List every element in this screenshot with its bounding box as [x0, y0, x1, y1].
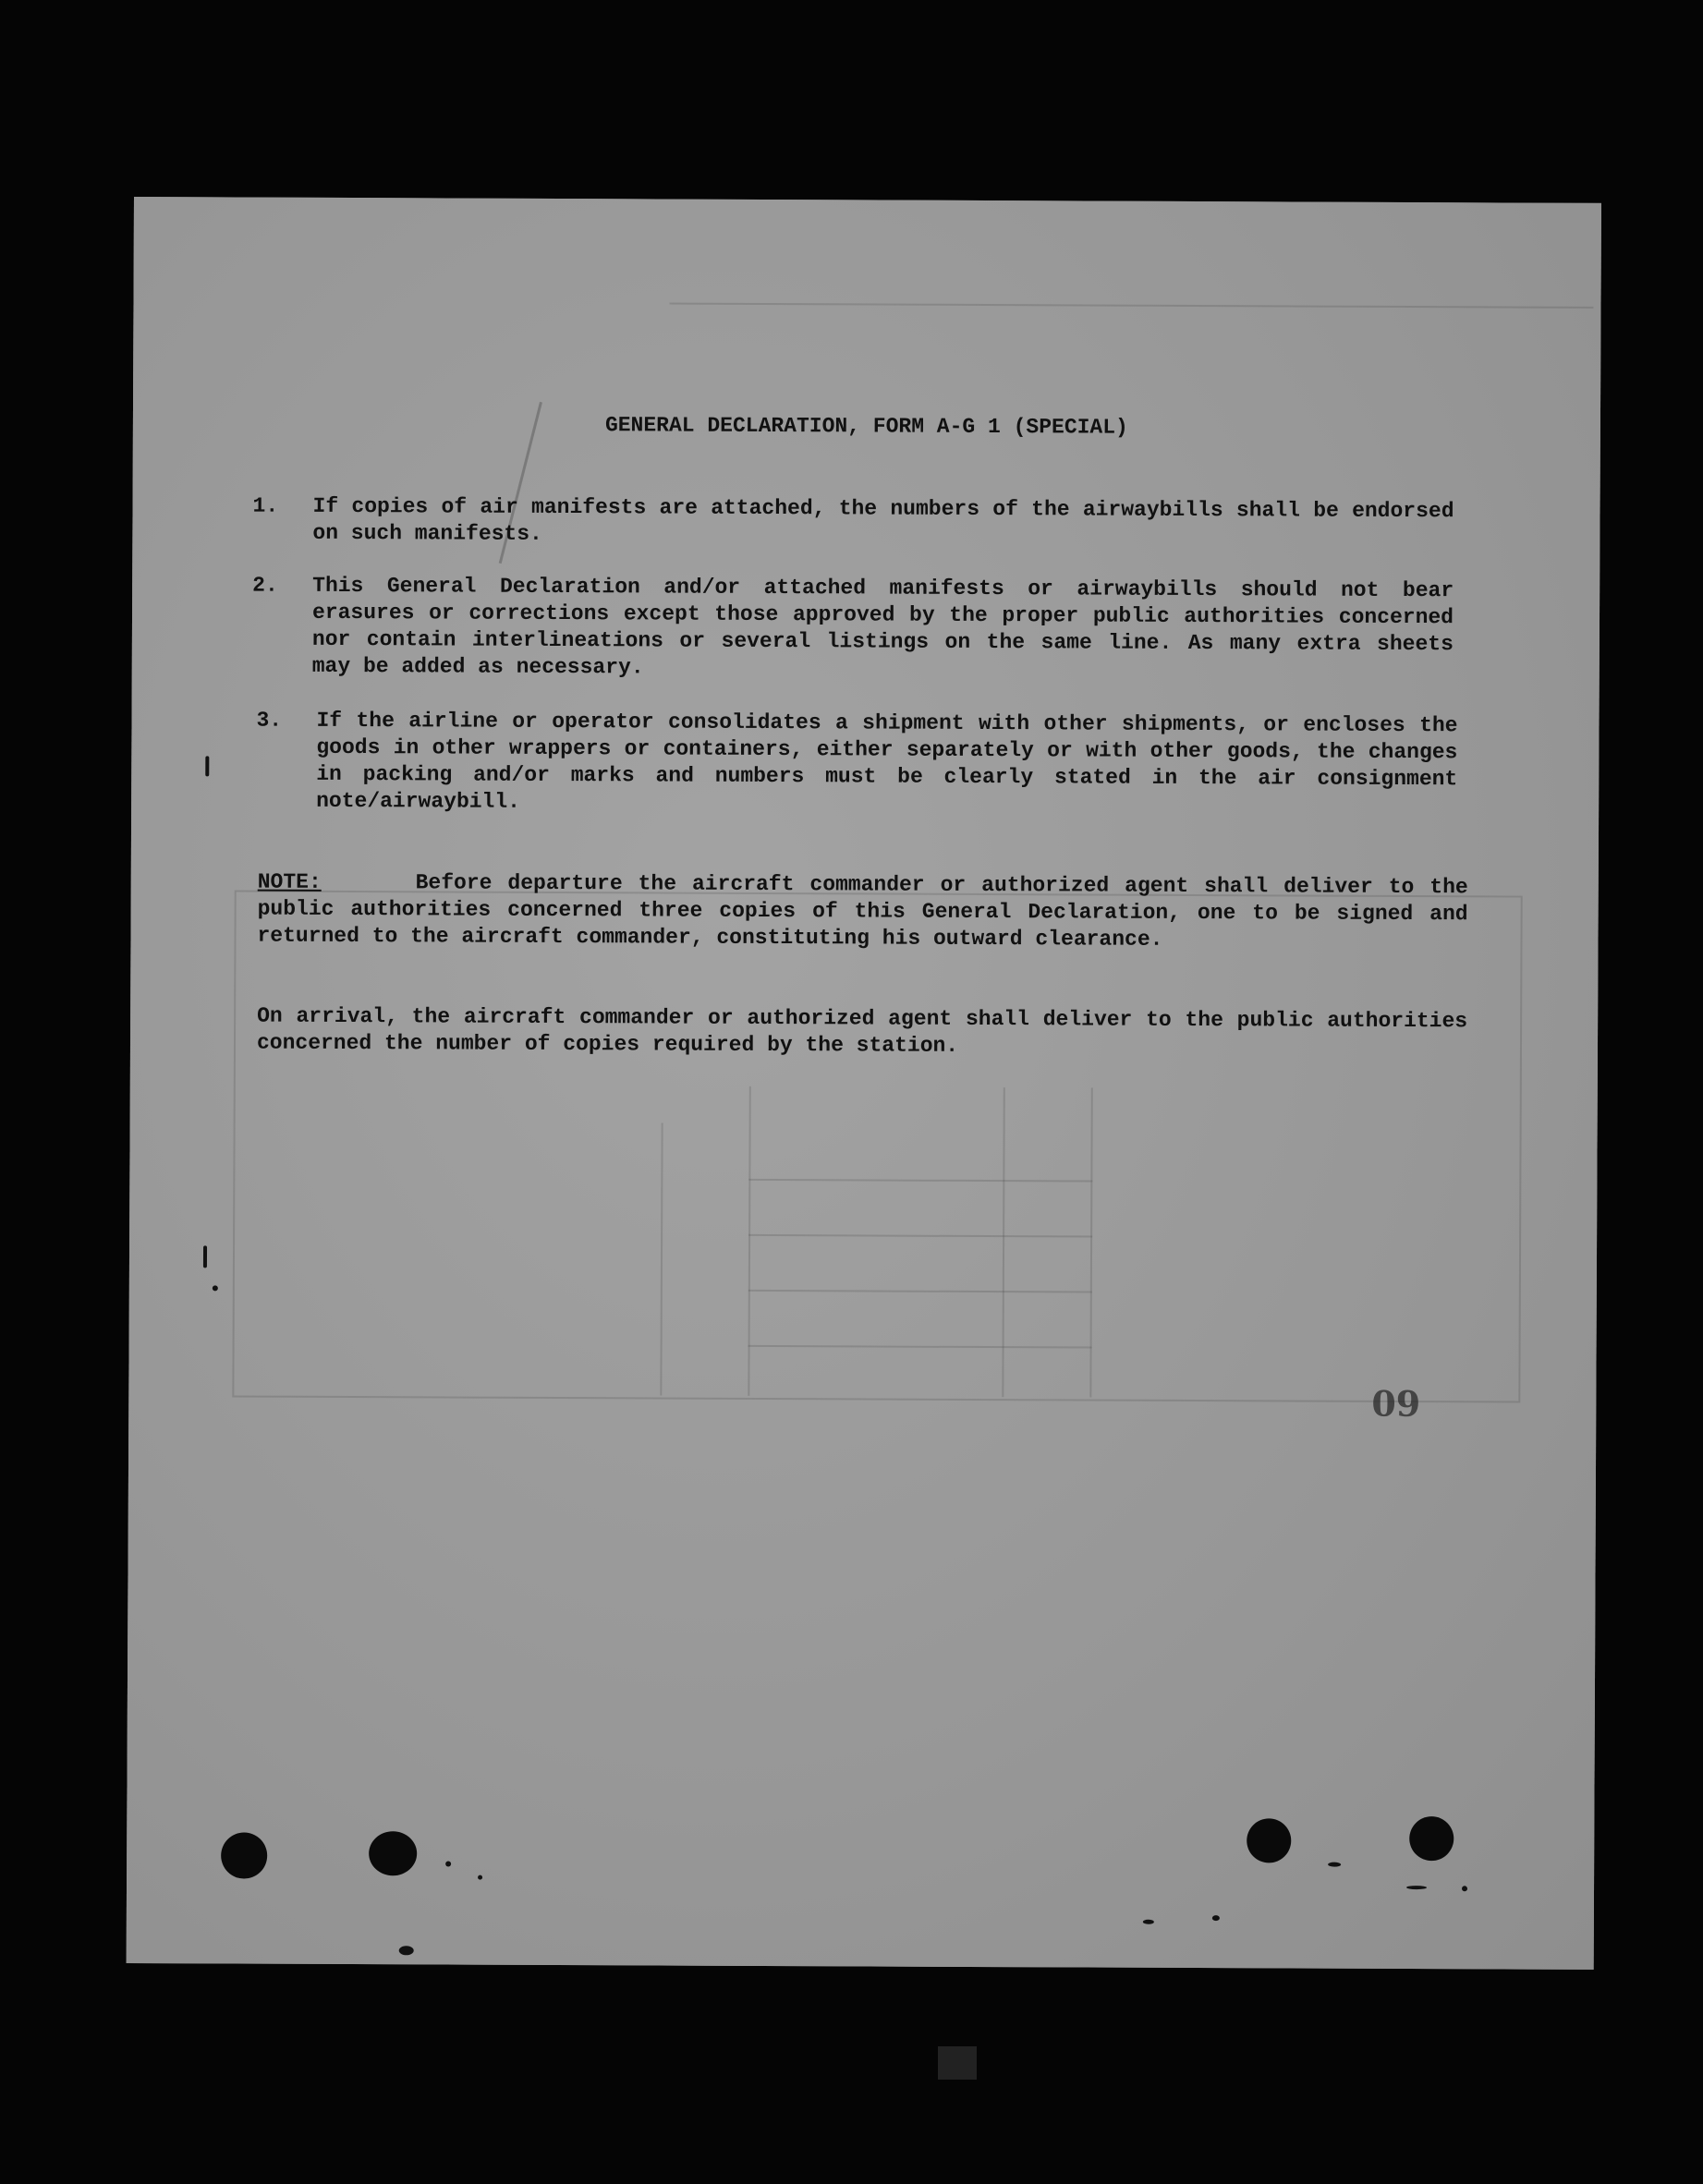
ink-speck [1406, 1886, 1427, 1889]
ink-speck [1143, 1920, 1154, 1924]
page-number: 60 [1371, 1381, 1421, 1425]
ink-speck [203, 1245, 207, 1268]
note-arrival-text: On arrival, the aircraft commander or authorized agent shall deliver to the public authorities concerned the number of copies required by the station. [256, 1003, 1468, 1058]
punch-hole [1409, 1816, 1454, 1861]
ink-speck [205, 756, 209, 776]
ink-speck [445, 1861, 451, 1866]
instruction-item-1 [252, 493, 1454, 546]
ink-speck [213, 1285, 218, 1291]
item-text: If copies of air manifests are attached, the numbers of the airwaybills shall be endorsed on such manifests. [312, 493, 1454, 546]
note-text: Before departure the aircraft commander or authorized agent shall deliver to the public authorities concerned three copies of this General Declaration, one to be signed and returned to the aircraft commander, constituting his outward clearance. [257, 870, 1468, 952]
instruction-item-2 [252, 573, 1454, 680]
ink-speck [1462, 1886, 1467, 1891]
document-sheet [127, 197, 1601, 1970]
item-number: 1. [252, 493, 279, 518]
item-number: 2. [252, 573, 278, 598]
ink-speck [399, 1946, 414, 1955]
item-number: 3. [256, 708, 283, 733]
note-paragraph-1 [257, 869, 1467, 955]
ink-speck [1328, 1862, 1341, 1867]
document-title: GENERAL DECLARATION, FORM A-G 1 (SPECIAL) [604, 413, 1128, 440]
note-label: NOTE: [257, 869, 322, 894]
scan-artifact [938, 2046, 977, 2080]
punch-hole [369, 1831, 417, 1875]
punch-hole [1247, 1818, 1291, 1862]
instruction-item-3 [256, 708, 1458, 814]
punch-hole [221, 1832, 267, 1878]
item-text: This General Declaration and/or attached manifests or airwaybills should not bear erasures or corrections except those approved by the proper public authorities concerned nor contain interlineations or several listings on the same line. As many extra sheets may be added as necessary. [311, 573, 1454, 680]
ink-speck [478, 1875, 482, 1880]
note-paragraph-2 [257, 1003, 1467, 1062]
document-content [127, 197, 1601, 1970]
ink-speck [1212, 1915, 1220, 1921]
item-text: If the airline or operator consolidates a shipment with other shipments, or encloses the goods in other wrappers or containers, either separately or with other goods, the changes in packing and/or marks and numbers must be clearly stated in the air consignment note/airwaybill. [316, 708, 1458, 814]
